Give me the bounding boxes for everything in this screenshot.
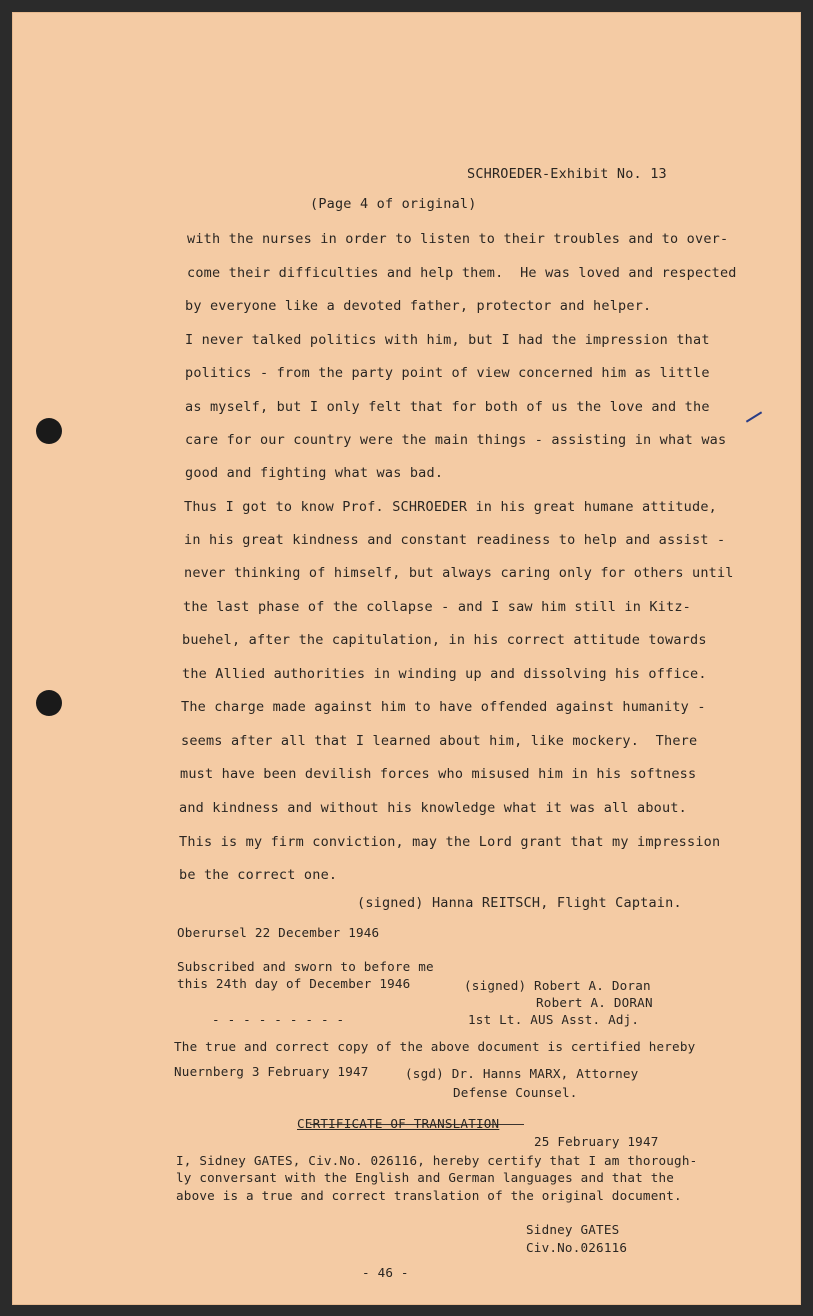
counsel-role: Defense Counsel.	[453, 1085, 578, 1100]
body-line: in his great kindness and constant readiness to help and assist -	[184, 532, 726, 548]
page-number: - 46 -	[362, 1265, 409, 1280]
body-line: as myself, but I only felt that for both of us the love and the	[185, 399, 710, 415]
body-line: politics - from the party point of view concerned him as little	[185, 365, 710, 381]
page-reference: (Page 4 of original)	[310, 196, 477, 212]
translator-civ-no: Civ.No.026116	[526, 1240, 628, 1255]
certified-place-date: Nuernberg 3 February 1947	[174, 1064, 369, 1079]
body-line: be the correct one.	[179, 867, 338, 883]
dash-line: - - - - - - - - -	[212, 1012, 345, 1027]
sworn-line: Subscribed and sworn to before me	[177, 959, 434, 974]
punch-hole	[36, 418, 62, 444]
body-line: the Allied authorities in winding up and dissolving his office.	[182, 666, 707, 682]
body-line: I never talked politics with him, but I had the impression that	[185, 332, 710, 348]
certificate-heading: CERTIFICATE OF TRANSLATION	[297, 1116, 500, 1131]
body-line: never thinking of himself, but always caring only for others until	[184, 565, 734, 581]
body-line: the last phase of the collapse - and I saw him still in Kitz-	[183, 599, 691, 615]
body-line: must have been devilish forces who misused him in his softness	[180, 766, 697, 782]
place-date: Oberursel 22 December 1946	[177, 925, 380, 940]
body-line: The charge made against him to have offended against humanity -	[181, 699, 706, 715]
body-line: seems after all that I learned about him, like mockery. There	[181, 733, 698, 749]
signature-reitsch: (signed) Hanna REITSCH, Flight Captain.	[357, 895, 682, 911]
body-line: with the nurses in order to listen to their troubles and to over-	[187, 231, 729, 247]
sworn-line: this 24th day of December 1946	[177, 976, 411, 991]
document-page	[12, 12, 801, 1305]
body-line: by everyone like a devoted father, protector and helper.	[185, 298, 652, 314]
signature-doran: (signed) Robert A. Doran	[464, 978, 651, 993]
certificate-line: above is a true and correct translation of the original document.	[176, 1188, 682, 1203]
certificate-line: I, Sidney GATES, Civ.No. 026116, hereby certify that I am thorough-	[176, 1153, 698, 1168]
certificate-date: 25 February 1947	[534, 1134, 659, 1149]
body-line: This is my firm conviction, may the Lord grant that my impression	[179, 834, 721, 850]
body-line: come their difficulties and help them. He was loved and respected	[187, 265, 737, 281]
officer-name: Robert A. DORAN	[536, 995, 653, 1010]
certified-copy-line: The true and correct copy of the above document is certified hereby	[174, 1039, 696, 1054]
officer-rank: 1st Lt. AUS Asst. Adj.	[468, 1012, 640, 1027]
body-line: buehel, after the capitulation, in his correct attitude towards	[182, 632, 707, 648]
body-line: good and fighting what was bad.	[185, 465, 444, 481]
translator-name: Sidney GATES	[526, 1222, 620, 1237]
exhibit-label: SCHROEDER-Exhibit No. 13	[467, 166, 667, 182]
pen-mark	[746, 411, 762, 422]
body-line: and kindness and without his knowledge what it was all about.	[179, 800, 687, 816]
body-line: care for our country were the main things - assisting in what was	[185, 432, 727, 448]
punch-hole	[36, 690, 62, 716]
signature-marx: (sgd) Dr. Hanns MARX, Attorney	[405, 1066, 639, 1081]
body-line: Thus I got to know Prof. SCHROEDER in his great humane attitude,	[184, 499, 717, 515]
certificate-line: ly conversant with the English and German languages and that the	[176, 1170, 675, 1185]
